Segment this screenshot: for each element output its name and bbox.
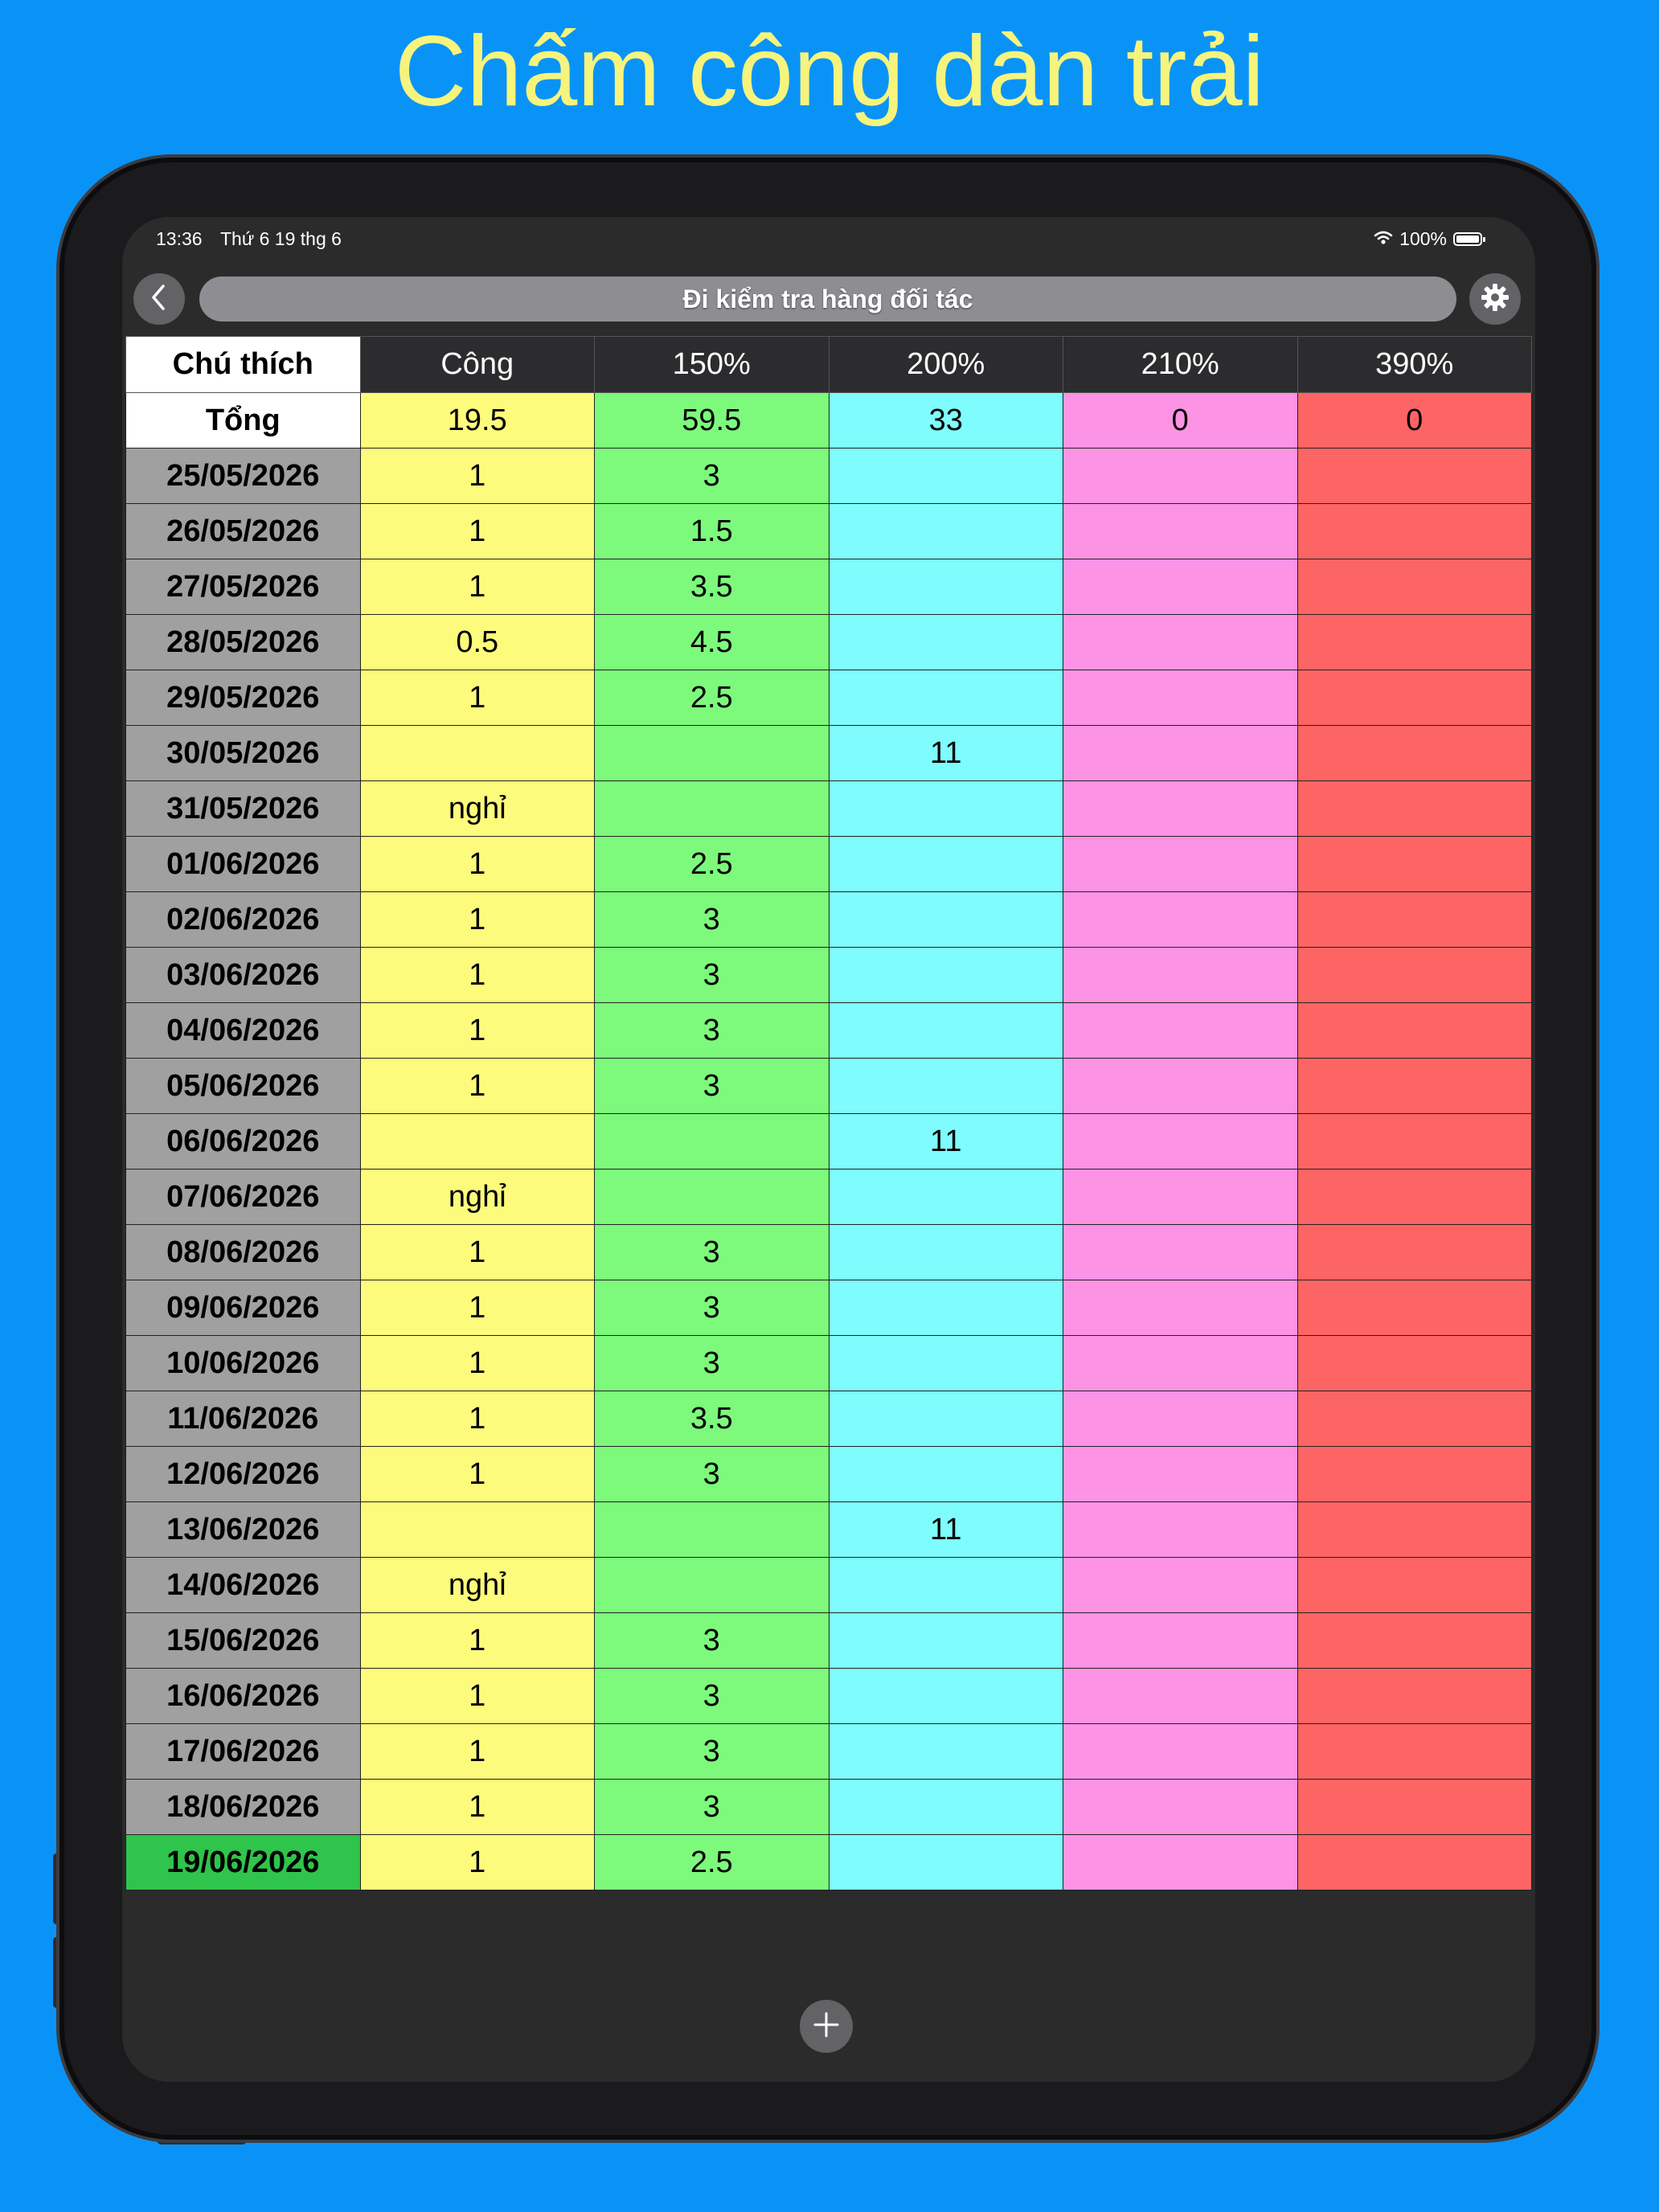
gear-icon: [1479, 281, 1511, 317]
cell-150[interactable]: 3: [595, 1059, 830, 1114]
cell-150[interactable]: 3: [595, 1447, 830, 1502]
cell-cong[interactable]: 1: [360, 948, 595, 1003]
cell-390[interactable]: [1297, 837, 1532, 892]
cell-210[interactable]: [1063, 504, 1298, 559]
cell-150[interactable]: 3: [595, 1280, 830, 1336]
cell-150[interactable]: [595, 1502, 830, 1558]
cell-150[interactable]: 3.5: [595, 559, 830, 615]
date-cell[interactable]: 07/06/2026: [126, 1169, 361, 1225]
cell-200[interactable]: [829, 559, 1063, 615]
cell-210[interactable]: [1063, 1613, 1298, 1669]
cell-210[interactable]: [1063, 948, 1298, 1003]
table-row[interactable]: [126, 1114, 1532, 1169]
table-row[interactable]: [126, 1835, 1532, 1890]
cell-200[interactable]: [829, 1613, 1063, 1669]
date-cell[interactable]: 18/06/2026: [126, 1780, 361, 1835]
cell-200[interactable]: [829, 1059, 1063, 1114]
header-390: 390%: [1297, 337, 1532, 393]
cell-210[interactable]: [1063, 1225, 1298, 1280]
date-cell[interactable]: 05/06/2026: [126, 1059, 361, 1114]
cell-210[interactable]: [1063, 1780, 1298, 1835]
cell-210[interactable]: [1063, 1169, 1298, 1225]
cell-200[interactable]: [829, 837, 1063, 892]
cell-210[interactable]: [1063, 1724, 1298, 1780]
cell-200[interactable]: [829, 1835, 1063, 1890]
date-cell[interactable]: 14/06/2026: [126, 1558, 361, 1613]
table-row[interactable]: [126, 1669, 1532, 1724]
status-date: Thứ 6 19 thg 6: [220, 228, 342, 249]
date-cell[interactable]: 29/05/2026: [126, 670, 361, 726]
cell-200[interactable]: [829, 1280, 1063, 1336]
cell-200[interactable]: [829, 1003, 1063, 1059]
table-row[interactable]: [126, 1502, 1532, 1558]
date-cell[interactable]: 06/06/2026: [126, 1114, 361, 1169]
cell-390[interactable]: [1297, 1669, 1532, 1724]
cell-390[interactable]: [1297, 1502, 1532, 1558]
table-row[interactable]: [126, 1169, 1532, 1225]
cell-150[interactable]: [595, 1169, 830, 1225]
cell-390[interactable]: [1297, 615, 1532, 670]
cell-390[interactable]: [1297, 1558, 1532, 1613]
date-cell[interactable]: 04/06/2026: [126, 1003, 361, 1059]
cell-200[interactable]: [829, 1724, 1063, 1780]
status-bar: [122, 217, 1535, 262]
cell-150[interactable]: 2.5: [595, 1835, 830, 1890]
date-cell[interactable]: 27/05/2026: [126, 559, 361, 615]
table-row[interactable]: [126, 559, 1532, 615]
cell-cong[interactable]: 0.5: [360, 615, 595, 670]
cell-390[interactable]: [1297, 1169, 1532, 1225]
table-row[interactable]: [126, 1225, 1532, 1280]
date-cell[interactable]: 28/05/2026: [126, 615, 361, 670]
cell-cong[interactable]: 1: [360, 1280, 595, 1336]
cell-210[interactable]: [1063, 726, 1298, 781]
cell-cong[interactable]: 1: [360, 1724, 595, 1780]
cell-200[interactable]: [829, 670, 1063, 726]
cell-390[interactable]: [1297, 1835, 1532, 1890]
header-cong: Công: [360, 337, 595, 393]
cell-150[interactable]: 3: [595, 1336, 830, 1391]
cell-390[interactable]: [1297, 892, 1532, 948]
cell-210[interactable]: [1063, 1114, 1298, 1169]
table-row[interactable]: [126, 1558, 1532, 1613]
cell-390[interactable]: [1297, 1336, 1532, 1391]
chevron-left-icon: [147, 283, 171, 316]
cell-210[interactable]: [1063, 1059, 1298, 1114]
cell-390[interactable]: [1297, 1780, 1532, 1835]
cell-210[interactable]: [1063, 1336, 1298, 1391]
table-row[interactable]: [126, 892, 1532, 948]
cell-390[interactable]: [1297, 1114, 1532, 1169]
cell-390[interactable]: [1297, 1003, 1532, 1059]
table-row[interactable]: [126, 1336, 1532, 1391]
total-210: 0: [1063, 393, 1298, 449]
cell-cong[interactable]: 1: [360, 892, 595, 948]
sheet-title[interactable]: Đi kiểm tra hàng đối tác: [199, 276, 1456, 322]
date-cell[interactable]: 02/06/2026: [126, 892, 361, 948]
date-cell[interactable]: 15/06/2026: [126, 1613, 361, 1669]
cell-cong[interactable]: 1: [360, 1835, 595, 1890]
wifi-icon: [1374, 228, 1393, 250]
table-row[interactable]: [126, 1059, 1532, 1114]
cell-150[interactable]: 3: [595, 948, 830, 1003]
cell-210[interactable]: [1063, 1835, 1298, 1890]
add-row-button[interactable]: [800, 2000, 853, 2053]
table-row[interactable]: [126, 504, 1532, 559]
cell-150[interactable]: [595, 1114, 830, 1169]
cell-390[interactable]: [1297, 948, 1532, 1003]
cell-150[interactable]: [595, 781, 830, 837]
cell-cong[interactable]: 1: [360, 670, 595, 726]
cell-200[interactable]: [829, 892, 1063, 948]
cell-200[interactable]: [829, 948, 1063, 1003]
cell-210[interactable]: [1063, 1558, 1298, 1613]
cell-150[interactable]: [595, 726, 830, 781]
date-cell[interactable]: 10/06/2026: [126, 1336, 361, 1391]
cell-210[interactable]: [1063, 559, 1298, 615]
cell-150[interactable]: 3: [595, 1724, 830, 1780]
cell-cong[interactable]: 1: [360, 504, 595, 559]
cell-cong[interactable]: 1: [360, 1003, 595, 1059]
cell-390[interactable]: [1297, 726, 1532, 781]
cell-390[interactable]: [1297, 1724, 1532, 1780]
cell-200[interactable]: [829, 1225, 1063, 1280]
cell-200[interactable]: [829, 1558, 1063, 1613]
cell-cong[interactable]: [360, 1114, 595, 1169]
header-note: Chú thích: [126, 337, 361, 393]
plus-icon: [810, 2009, 842, 2045]
cell-390[interactable]: [1297, 449, 1532, 504]
cell-cong[interactable]: 1: [360, 1780, 595, 1835]
cell-cong[interactable]: 1: [360, 449, 595, 504]
cell-cong[interactable]: 1: [360, 1447, 595, 1502]
cell-cong[interactable]: 1: [360, 1669, 595, 1724]
cell-390[interactable]: [1297, 559, 1532, 615]
header-150: 150%: [595, 337, 830, 393]
cell-cong[interactable]: 1: [360, 559, 595, 615]
cell-200[interactable]: [829, 449, 1063, 504]
cell-150[interactable]: 2.5: [595, 837, 830, 892]
cell-200[interactable]: [829, 781, 1063, 837]
table-row[interactable]: [126, 1780, 1532, 1835]
date-cell[interactable]: 13/06/2026: [126, 1502, 361, 1558]
date-cell[interactable]: 17/06/2026: [126, 1724, 361, 1780]
cell-210[interactable]: [1063, 1502, 1298, 1558]
cell-150[interactable]: 3: [595, 1225, 830, 1280]
status-time: 13:36: [156, 228, 203, 249]
battery-percent: 100%: [1399, 228, 1447, 249]
date-cell[interactable]: 25/05/2026: [126, 449, 361, 504]
cell-210[interactable]: [1063, 615, 1298, 670]
table-row[interactable]: [126, 837, 1532, 892]
cell-200[interactable]: 11: [829, 726, 1063, 781]
app-screen: [122, 217, 1535, 2082]
table-row[interactable]: [126, 1613, 1532, 1669]
date-cell[interactable]: 26/05/2026: [126, 504, 361, 559]
cell-150[interactable]: 3: [595, 892, 830, 948]
cell-210[interactable]: [1063, 781, 1298, 837]
date-cell[interactable]: 16/06/2026: [126, 1669, 361, 1724]
cell-cong[interactable]: 1: [360, 1391, 595, 1447]
total-390: 0: [1297, 393, 1532, 449]
total-150: 59.5: [595, 393, 830, 449]
battery-icon: [1453, 232, 1482, 246]
table-row[interactable]: [126, 615, 1532, 670]
cell-200[interactable]: [829, 1780, 1063, 1835]
cell-cong[interactable]: [360, 726, 595, 781]
cell-200[interactable]: [829, 504, 1063, 559]
table-row[interactable]: [126, 781, 1532, 837]
cell-200[interactable]: 11: [829, 1502, 1063, 1558]
cell-150[interactable]: 3: [595, 1669, 830, 1724]
table-row[interactable]: [126, 449, 1532, 504]
cell-cong[interactable]: nghỉ: [360, 1169, 595, 1225]
cell-210[interactable]: [1063, 1391, 1298, 1447]
table-row[interactable]: [126, 1391, 1532, 1447]
table-row[interactable]: [126, 1724, 1532, 1780]
table-row[interactable]: [126, 1447, 1532, 1502]
date-cell[interactable]: 01/06/2026: [126, 837, 361, 892]
total-label: Tổng: [126, 393, 361, 449]
cell-cong[interactable]: 1: [360, 1225, 595, 1280]
cell-200[interactable]: [829, 1169, 1063, 1225]
cell-150[interactable]: 2.5: [595, 670, 830, 726]
cell-390[interactable]: [1297, 1391, 1532, 1447]
total-200: 33: [829, 393, 1063, 449]
cell-390[interactable]: [1297, 1059, 1532, 1114]
date-cell[interactable]: 30/05/2026: [126, 726, 361, 781]
cell-cong[interactable]: 1: [360, 1059, 595, 1114]
cell-390[interactable]: [1297, 1613, 1532, 1669]
cell-cong[interactable]: nghỉ: [360, 1558, 595, 1613]
date-cell[interactable]: 03/06/2026: [126, 948, 361, 1003]
cell-150[interactable]: 3.5: [595, 1391, 830, 1447]
cell-cong[interactable]: 1: [360, 837, 595, 892]
header-200: 200%: [829, 337, 1063, 393]
cell-200[interactable]: [829, 1447, 1063, 1502]
settings-button[interactable]: [1469, 273, 1521, 325]
cell-210[interactable]: [1063, 670, 1298, 726]
cell-210[interactable]: [1063, 1003, 1298, 1059]
cell-390[interactable]: [1297, 1280, 1532, 1336]
back-button[interactable]: [133, 273, 185, 325]
app-headline: Chấm công dàn trải: [394, 16, 1265, 127]
total-cong: 19.5: [360, 393, 595, 449]
cell-390[interactable]: [1297, 1225, 1532, 1280]
date-cell[interactable]: 09/06/2026: [126, 1280, 361, 1336]
date-cell[interactable]: 31/05/2026: [126, 781, 361, 837]
cell-150[interactable]: 3: [595, 1613, 830, 1669]
cell-200[interactable]: 11: [829, 1114, 1063, 1169]
table-row[interactable]: [126, 1003, 1532, 1059]
date-cell[interactable]: 11/06/2026: [126, 1391, 361, 1447]
cell-150[interactable]: 4.5: [595, 615, 830, 670]
date-cell[interactable]: 19/06/2026: [126, 1835, 361, 1890]
date-cell[interactable]: 12/06/2026: [126, 1447, 361, 1502]
status-indicators: [1374, 228, 1482, 250]
table-row[interactable]: [126, 1280, 1532, 1336]
cell-200[interactable]: [829, 1669, 1063, 1724]
cell-390[interactable]: [1297, 781, 1532, 837]
cell-cong[interactable]: nghỉ: [360, 781, 595, 837]
cell-cong[interactable]: [360, 1502, 595, 1558]
cell-200[interactable]: [829, 1336, 1063, 1391]
total-row: [126, 393, 1532, 449]
date-cell[interactable]: 08/06/2026: [126, 1225, 361, 1280]
cell-150[interactable]: 3: [595, 449, 830, 504]
cell-150[interactable]: [595, 1558, 830, 1613]
cell-210[interactable]: [1063, 892, 1298, 948]
cell-150[interactable]: 1.5: [595, 504, 830, 559]
cell-cong[interactable]: 1: [360, 1613, 595, 1669]
header-210: 210%: [1063, 337, 1298, 393]
table-row[interactable]: [126, 948, 1532, 1003]
cell-200[interactable]: [829, 615, 1063, 670]
cell-200[interactable]: [829, 1391, 1063, 1447]
cell-390[interactable]: [1297, 1447, 1532, 1502]
cell-cong[interactable]: 1: [360, 1336, 595, 1391]
cell-390[interactable]: [1297, 504, 1532, 559]
table-row[interactable]: [126, 726, 1532, 781]
cell-150[interactable]: 3: [595, 1003, 830, 1059]
cell-210[interactable]: [1063, 449, 1298, 504]
cell-210[interactable]: [1063, 837, 1298, 892]
cell-210[interactable]: [1063, 1669, 1298, 1724]
cell-390[interactable]: [1297, 670, 1532, 726]
cell-150[interactable]: 3: [595, 1780, 830, 1835]
table-header-row: [126, 337, 1532, 393]
timesheet-table: [125, 336, 1532, 1890]
cell-210[interactable]: [1063, 1447, 1298, 1502]
table-row[interactable]: [126, 670, 1532, 726]
cell-210[interactable]: [1063, 1280, 1298, 1336]
